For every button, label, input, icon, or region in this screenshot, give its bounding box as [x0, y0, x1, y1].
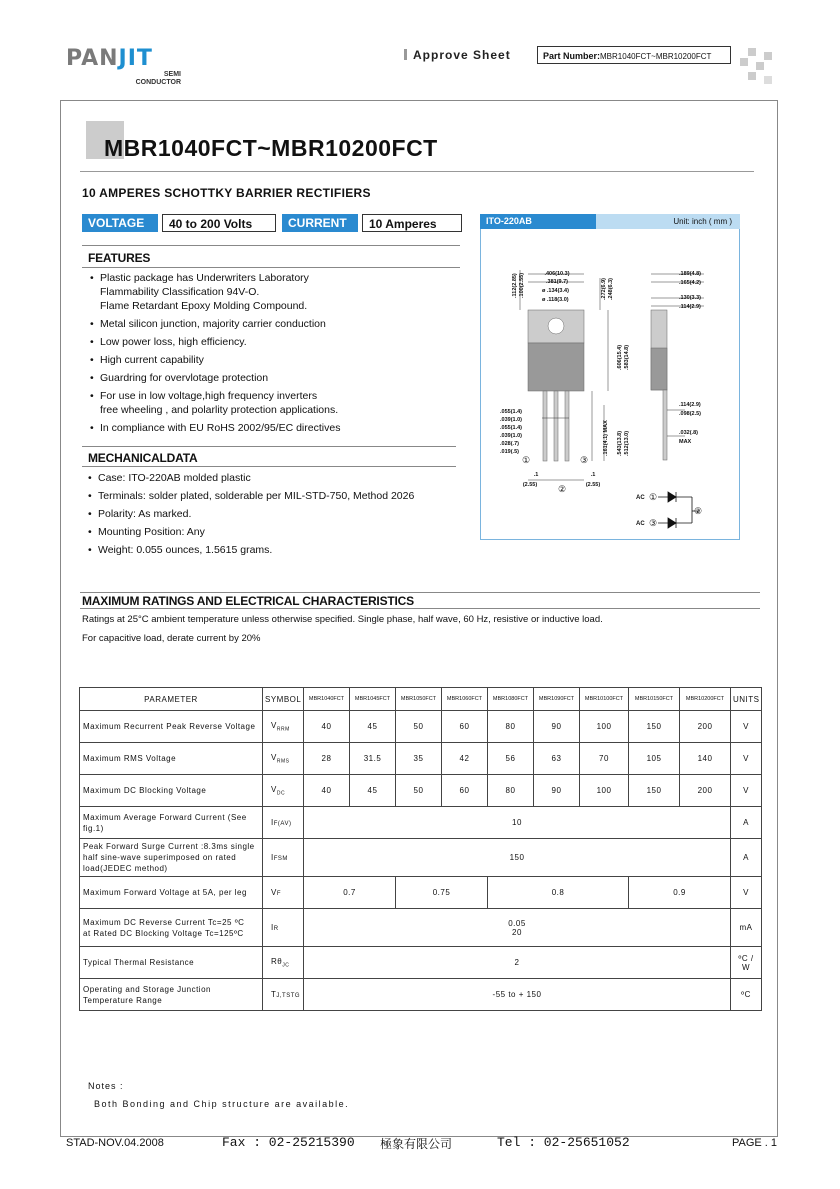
header-cell: PARAMETER — [80, 688, 263, 711]
title-divider — [80, 171, 754, 172]
mechanical-item: • Case: ITO-220AB molded plastic — [84, 471, 474, 485]
svg-text:.032(.8): .032(.8) — [679, 430, 698, 436]
svg-text:.1: .1 — [533, 472, 539, 478]
voltage-value-badge: 40 to 200 Volts — [162, 214, 276, 232]
svg-text:.543(13.8): .543(13.8) — [617, 430, 623, 456]
header-cell: MBR10200FCT — [680, 688, 731, 711]
svg-text:(2.55): (2.55) — [522, 482, 538, 488]
logo-sub-conductor: CONDUCTOR — [135, 79, 181, 86]
feature-item: • Guardring for overvlotage protection — [86, 371, 466, 385]
svg-text:(2.55): (2.55) — [585, 482, 601, 488]
table-row: Maximum DC Blocking Voltage $V_{DC}$ 40 45 50 60 80 90 100 150 200 V — [80, 775, 762, 807]
approve-sheet-label: Approve Sheet — [404, 48, 511, 62]
mechanical-item: • Terminals: solder plated, solderable per MIL-STD-750, Method 2026 — [84, 489, 474, 503]
svg-text:.055(1.4): .055(1.4) — [500, 409, 523, 415]
feature-item: • Plastic package has Underwriters Laboratory Flammability Classification 94V-O. Flame Retardant Epoxy Molding Compound. — [86, 271, 466, 313]
table-row: Maximum Recurrent Peak Reverse Voltage $V_{RRM}$ 40 45 50 60 80 90 100 150 200 V — [80, 711, 762, 743]
svg-text:.130(3.3): .130(3.3) — [678, 295, 702, 301]
feature-item: • In compliance with EU RoHS 2002/95/EC directives — [86, 421, 466, 435]
svg-text:.189(4.8): .189(4.8) — [678, 271, 702, 277]
mechanical-bottom-rule — [82, 466, 456, 467]
pin-3-label: ③ — [580, 455, 589, 465]
package-header — [480, 214, 740, 229]
svg-text:.248(6.3): .248(6.3) — [608, 277, 614, 300]
logo-sub-semi: SEMI — [163, 71, 181, 78]
current-label-badge: CURRENT — [282, 214, 358, 232]
svg-text:.028(.7): .028(.7) — [500, 441, 519, 447]
ratings-note-1: Ratings at 25°C ambient temperature unless otherwise specified. Single phase, half wave, 60 Hz, resistive or inductive load. — [82, 614, 603, 625]
table-row: Maximum Average Forward Current (See fig.1) IF(AV) 10 A — [80, 807, 762, 839]
svg-text:.114(2.9): .114(2.9) — [679, 304, 701, 310]
table-row: Maximum RMS Voltage $V_{RMS}$ 28 31.5 35 42 56 63 70 105 140 V — [80, 743, 762, 775]
table-row: Operating and Storage Junction Temperature Range TJ,TSTG -55 to + 150 ºC — [80, 979, 762, 1011]
svg-text:②: ② — [694, 506, 703, 516]
pin-2-label: ② — [558, 484, 567, 494]
svg-text:.512(13.0): .512(13.0) — [624, 430, 630, 456]
svg-text:①: ① — [649, 492, 658, 502]
table-row: Typical Thermal Resistance $R\theta_{JC}$ 2 ºC / W — [80, 947, 762, 979]
svg-text:ø .118(3.0): ø .118(3.0) — [542, 297, 569, 303]
svg-text:.1: .1 — [590, 472, 596, 478]
header-cell: MBR1080FCT — [488, 688, 534, 711]
ratings-top-rule — [80, 592, 760, 593]
footer-fax: Fax : 02-25215390 — [222, 1135, 355, 1150]
part-number-label: Part Number: — [543, 51, 601, 61]
table-header-row — [80, 688, 762, 711]
header-cell: MBR10150FCT — [629, 688, 680, 711]
schematic-ac3-label: AC — [636, 521, 645, 527]
mechanical-item: • Weight: 0.055 ounces, 1.5615 grams. — [84, 543, 474, 557]
notes-title: Notes : — [88, 1081, 124, 1091]
svg-text:MAX: MAX — [679, 439, 692, 445]
mechanical-list — [84, 471, 474, 561]
features-title: FEATURES — [88, 251, 151, 265]
document-code: STAD-NOV.04.2008 — [66, 1137, 164, 1149]
logo-text-jit: JIT — [118, 46, 153, 71]
svg-text:.100(2.55): .100(2.55) — [519, 272, 525, 298]
mechanical-item: • Mounting Position: Any — [84, 525, 474, 539]
logo-text-pan: PAN — [66, 46, 119, 71]
table-row: Maximum Forward Voltage at 5A, per leg VF 0.7 0.75 0.8 0.9 V — [80, 877, 762, 909]
header-cell: MBR1045FCT — [350, 688, 396, 711]
svg-text:.039(1.0): .039(1.0) — [500, 417, 523, 423]
svg-text:ø .134(3.4): ø .134(3.4) — [542, 288, 569, 294]
schematic-ac1-label: AC — [636, 495, 645, 501]
svg-text:.606(15.4): .606(15.4) — [617, 344, 623, 370]
svg-text:.161(4.1) MAX: .161(4.1) MAX — [603, 420, 609, 456]
svg-text:.272(6.9): .272(6.9) — [601, 277, 607, 300]
header-cell: MBR1090FCT — [534, 688, 580, 711]
svg-text:.019(.5): .019(.5) — [500, 449, 519, 455]
page-title: MBR1040FCT~MBR10200FCT — [104, 135, 438, 161]
voltage-label-badge: VOLTAGE — [82, 214, 158, 232]
mechanical-top-rule — [82, 446, 456, 447]
notes-text: Both Bonding and Chip structure are available. — [94, 1099, 350, 1109]
feature-item: • Low power loss, high efficiency. — [86, 335, 466, 349]
svg-text:.055(1.4): .055(1.4) — [500, 425, 523, 431]
svg-text:.583(14.8): .583(14.8) — [624, 344, 630, 370]
header-cell: MBR1040FCT — [304, 688, 350, 711]
footer-company: 極象有限公司 — [380, 1137, 453, 1151]
ratings-table — [79, 687, 762, 1011]
package-unit: Unit: inch ( mm ) — [596, 214, 740, 229]
svg-text:.039(1.0): .039(1.0) — [500, 433, 523, 439]
header-cell: MBR1050FCT — [396, 688, 442, 711]
ratings-bottom-rule — [80, 608, 760, 609]
package-outline-drawing — [480, 230, 740, 538]
pin-1-label: ① — [522, 455, 531, 465]
table-row: Maximum DC Reverse Current Tc=25 ºC at Rated DC Blocking Voltage Tc=125ºC IR 0.05 20 mA — [80, 909, 762, 947]
mechanical-title: MECHANICALDATA — [88, 451, 198, 465]
svg-text:.381(9.7): .381(9.7) — [545, 279, 569, 285]
header-cell: MBR10100FCT — [580, 688, 629, 711]
checker-pattern-decoration — [736, 48, 772, 88]
footer-tel: Tel : 02-25651052 — [497, 1135, 630, 1150]
svg-text:.165(4.2): .165(4.2) — [678, 280, 702, 286]
svg-text:.098(2.5): .098(2.5) — [679, 411, 702, 417]
ratings-note-2: For capacitive load, derate current by 20% — [82, 633, 261, 644]
features-bottom-rule — [82, 267, 460, 268]
subtitle: 10 AMPERES SCHOTTKY BARRIER RECTIFIERS — [82, 186, 371, 200]
features-top-rule — [82, 245, 460, 246]
header-cell: SYMBOL — [263, 688, 304, 711]
feature-item: • For use in low voltage,high frequency inverters free wheeling , and polarlity protection applications. — [86, 389, 466, 417]
table-row: Peak Forward Surge Current :8.3ms single half sine-wave superimposed on rated load(JEDEC method) IFSM 150 A — [80, 839, 762, 877]
mechanical-item: • Polarity: As marked. — [84, 507, 474, 521]
header-cell: MBR1060FCT — [442, 688, 488, 711]
current-value-badge: 10 Amperes — [362, 214, 462, 232]
page-number: PAGE . 1 — [732, 1137, 778, 1149]
header-cell: UNITS — [731, 688, 762, 711]
part-number-box — [537, 46, 731, 64]
feature-item: • High current capability — [86, 353, 466, 367]
svg-text:③: ③ — [649, 518, 658, 528]
part-number-value: MBR1040FCT~MBR10200FCT — [600, 52, 712, 61]
feature-item: • Metal silicon junction, majority carrier conduction — [86, 317, 466, 331]
svg-text:.112(2.85): .112(2.85) — [512, 273, 518, 298]
svg-text:.114(2.9): .114(2.9) — [679, 402, 701, 408]
svg-text:.406(10.3): .406(10.3) — [544, 271, 570, 277]
package-name: ITO-220AB — [480, 214, 596, 229]
company-logo — [66, 46, 181, 87]
features-list — [86, 271, 466, 439]
ratings-title: MAXIMUM RATINGS AND ELECTRICAL CHARACTERISTICS — [82, 594, 414, 608]
